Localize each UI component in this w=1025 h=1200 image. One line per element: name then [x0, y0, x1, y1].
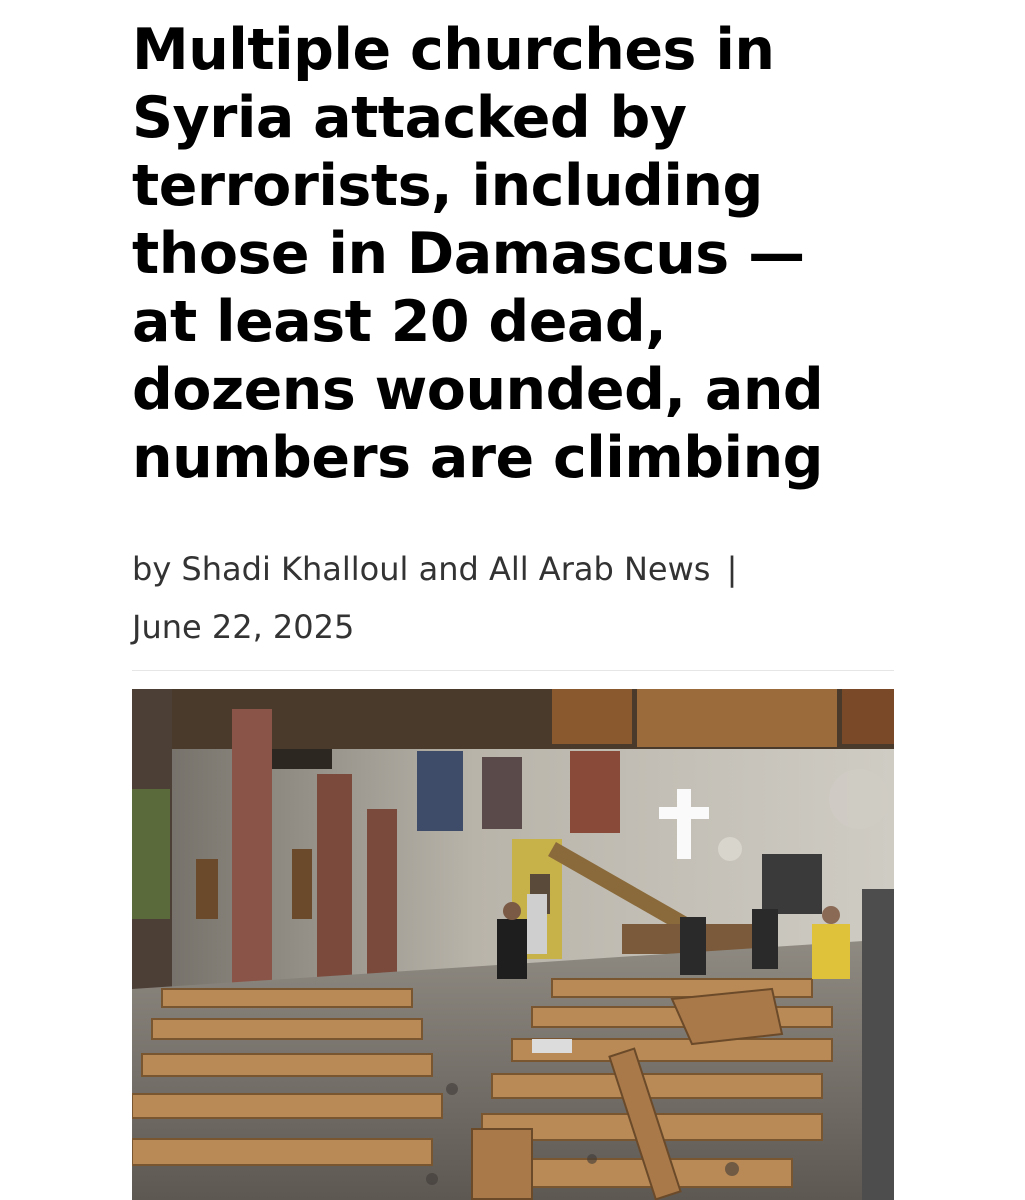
publish-date: June 22, 2025 — [132, 608, 355, 646]
article — [132, 0, 894, 646]
article-byline — [132, 540, 892, 656]
byline-separator: | — [726, 550, 738, 588]
church-interior-image — [132, 689, 894, 1200]
article-headline: Multiple churches in Syria attacked by terrorists, including those in Damascus — at least 20 dead, dozens wounded, and numbers are climbing — [132, 17, 824, 491]
byline-prefix: by — [132, 550, 172, 588]
author-link[interactable]: Shadi Khalloul and All Arab News — [181, 550, 711, 588]
divider — [132, 670, 894, 671]
article-photo — [132, 689, 894, 1200]
